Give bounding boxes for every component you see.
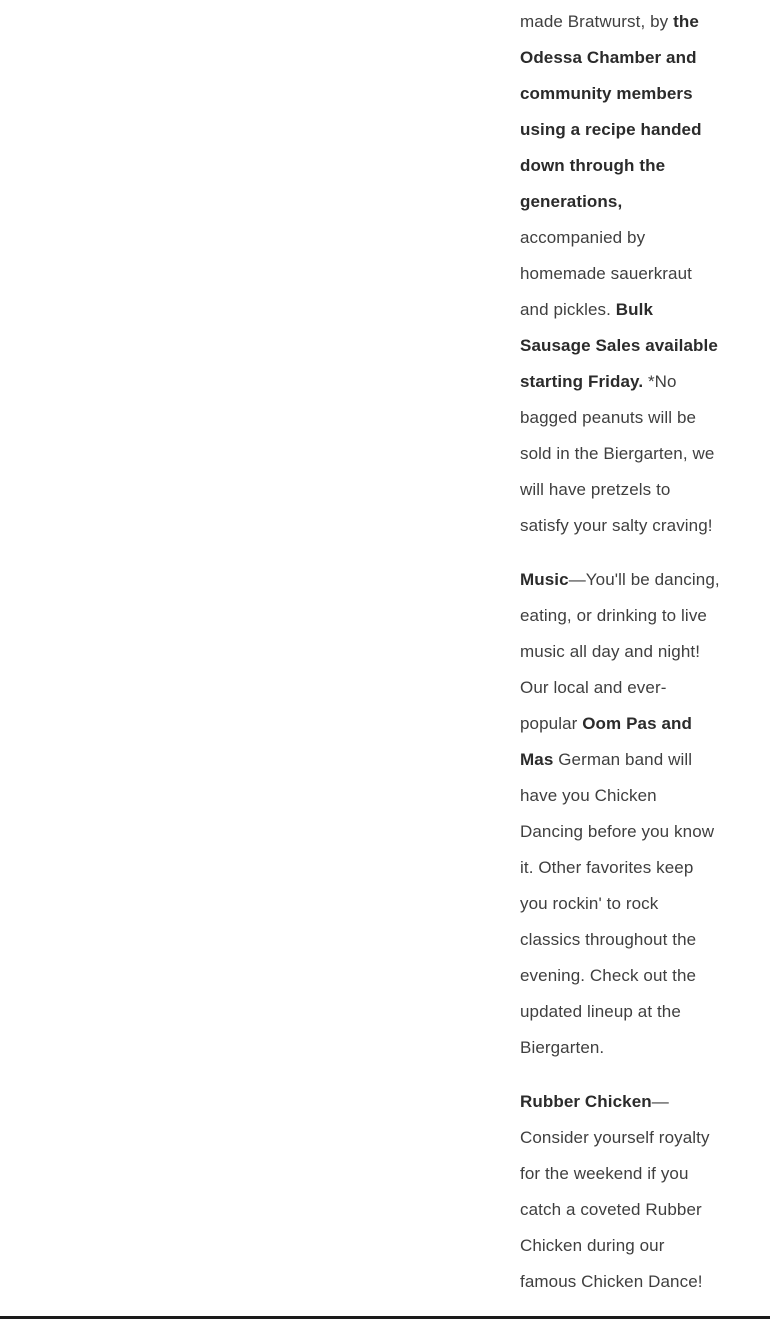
article-column	[520, 4, 722, 1318]
food-text-3: *No bagged peanuts will be sold in the Biergarten, we will have pretzels to satisfy your salty craving!	[520, 372, 715, 535]
food-text-2: accompanied by homemade sauerkraut and pickles.	[520, 228, 692, 319]
band-name: Oom Pas and Mas	[520, 714, 692, 769]
music-text-1: —You'll be dancing, eating, or drinking to live music all day and night! Our local and ever-popular	[520, 570, 720, 733]
food-text-1: made Bratwurst, by	[520, 12, 674, 31]
music-text-2: German band will have you Chicken Dancing before you know it. Other favorites keep you rockin' to rock classics throughout the evening. Check out the updated lineup at the Biergarten.	[520, 750, 715, 1057]
music-heading: Music	[520, 570, 569, 589]
food-paragraph	[520, 4, 722, 544]
food-bold-1: the Odessa Chamber and community members using a recipe handed down through the generations,	[520, 12, 702, 211]
music-paragraph	[520, 562, 722, 1066]
bulk-sausage-note: Bulk Sausage Sales available starting Friday.	[520, 300, 718, 391]
rubber-chicken-paragraph	[520, 1084, 722, 1300]
rubber-chicken-heading: Rubber Chicken	[520, 1092, 652, 1111]
rubber-chicken-text: —Consider yourself royalty for the weekend if you catch a coveted Rubber Chicken during our famous Chicken Dance!	[520, 1092, 710, 1291]
